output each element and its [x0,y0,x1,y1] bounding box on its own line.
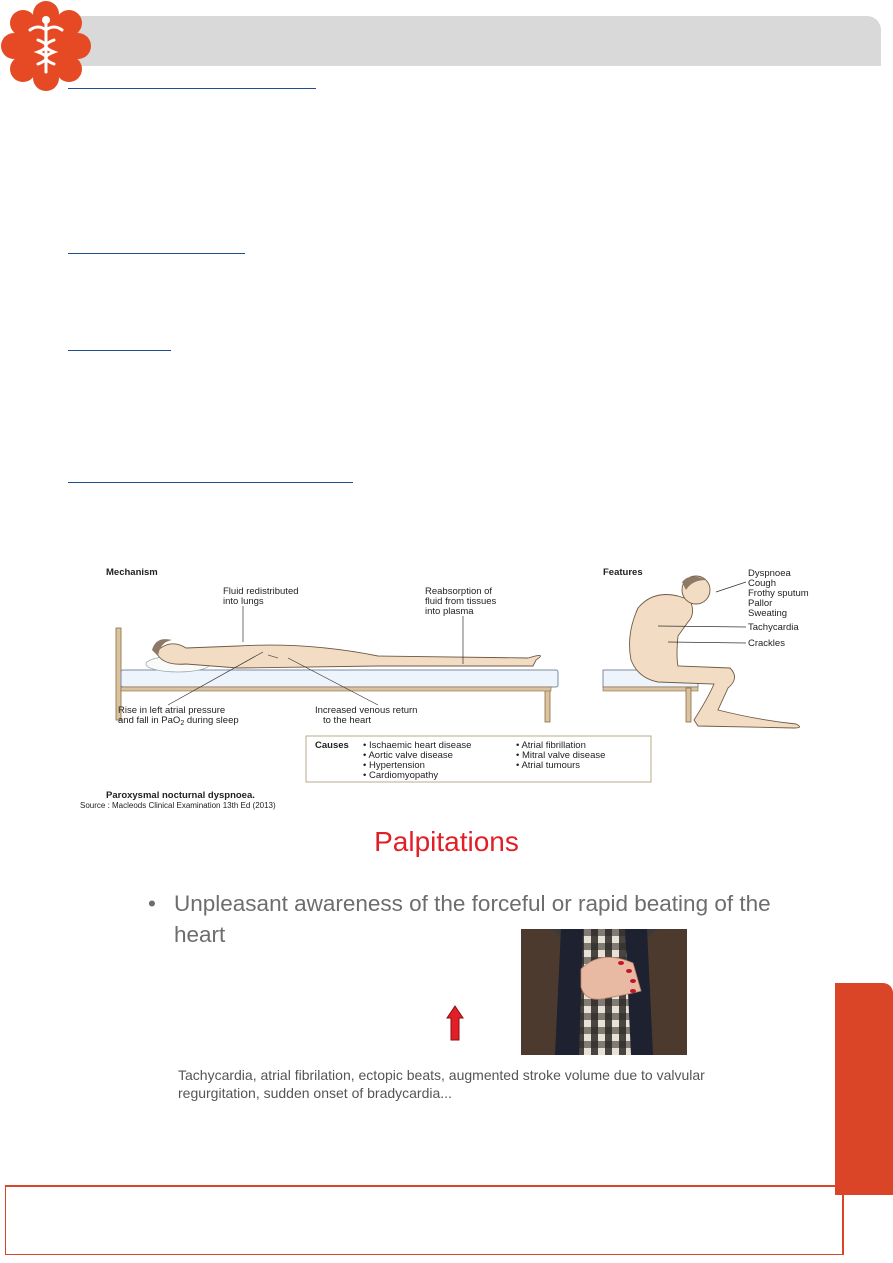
figure-caption: Paroxysmal nocturnal dyspnoea. [106,790,255,801]
woman-hand-on-chest-photo [521,929,687,1055]
palpitations-bullet [148,888,788,950]
reabsorption-3: into plasma [425,606,474,617]
reabsorption-1: Reabsorption of [425,586,493,597]
heading-underline-4 [68,482,353,483]
lying-patient [152,639,541,668]
venous-label-2: to the heart [323,715,372,726]
svg-text:• Mitral valve disease: • Mitral valve disease [516,750,606,761]
heading-underline-3 [68,350,171,351]
venous-label-1: Increased venous return [315,705,418,716]
reabsorption-2: fluid from tissues [425,596,497,607]
fluid-label-2: into lungs [223,596,264,607]
heading-underline-1 [68,88,316,89]
header-bar [68,16,881,66]
svg-text:• Atrial tumours: • Atrial tumours [516,760,581,771]
svg-text:Tachycardia: Tachycardia [748,622,799,633]
svg-text:Causes: Causes [315,740,349,751]
palpitation-causes: Tachycardia, atrial fibrilation, ectopic beats, augmented stroke volume due to valvular regurgitation, sudden onset of bradycardia... [178,1067,705,1101]
bullet-dot: • [148,891,156,916]
figure-source: Source : Macleods Clinical Examination 13th Ed (2013) [80,801,276,810]
svg-text:• Cardiomyopathy: • Cardiomyopathy [363,770,439,781]
svg-text:Dyspnoea: Dyspnoea [748,568,791,579]
up-arrow-icon [446,1005,464,1041]
svg-text:• Hypertension: • Hypertension [363,760,425,771]
rise-label-2: and fall in PaO$_2$ during sleep [118,715,239,727]
rise-label-1: Rise in left atrial pressure [118,705,226,716]
bullet-text: Unpleasant awareness of the forceful or rapid beating of the heart [174,891,771,947]
side-tab [835,983,893,1195]
svg-text:Frothy sputum: Frothy sputum [748,588,809,599]
fluid-label-1: Fluid redistributed [223,586,299,597]
svg-text:• Ischaemic heart disease: • Ischaemic heart disease [363,740,472,751]
svg-text:• Aortic valve disease: • Aortic valve disease [363,750,453,761]
svg-text:Sweating: Sweating [748,608,788,619]
features-list [748,568,809,649]
palpitations-title: Palpitations [374,826,519,857]
svg-text:• Atrial fibrillation: • Atrial fibrillation [516,740,586,751]
causes-box [306,736,651,782]
svg-text:Pallor: Pallor [748,598,773,609]
mechanism-label: Mechanism [106,567,158,578]
svg-text:Cough: Cough [748,578,776,589]
features-label: Features [603,567,643,578]
caduceus-flower-icon [0,0,92,92]
pnd-figure [78,560,828,810]
svg-text:Crackles: Crackles [748,638,785,649]
footer-box [5,1185,844,1255]
heading-underline-2 [68,253,245,254]
